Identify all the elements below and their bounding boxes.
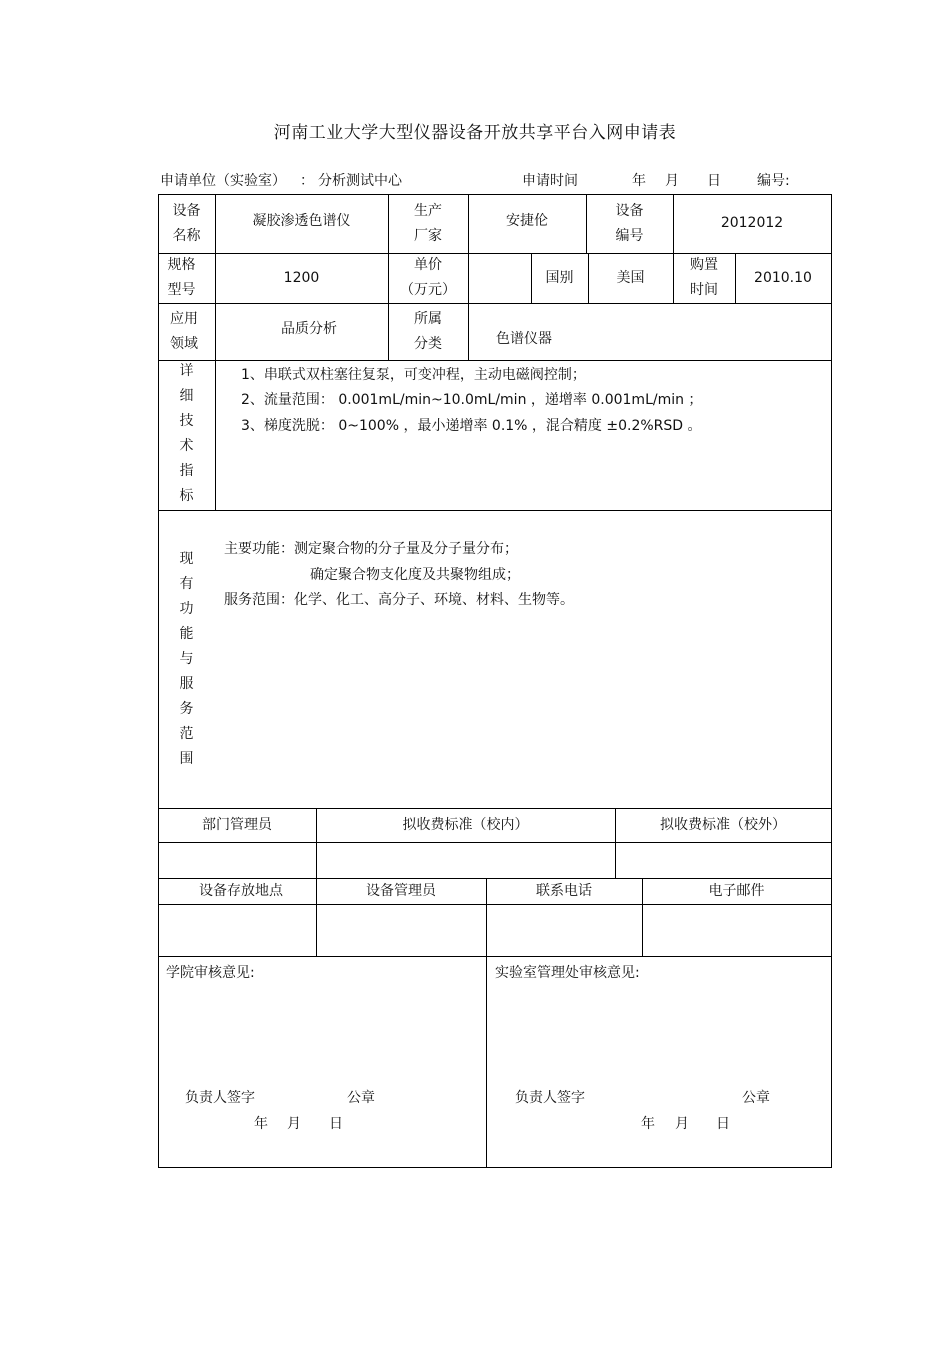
unit-value: 分析测试中心 <box>318 173 402 189</box>
unit-separator: ： <box>300 173 314 189</box>
function-line-1: 主要功能：测定聚合物的分子量及分子量分布； <box>224 541 518 557</box>
lab-signature-label: 负责人签字 <box>515 1090 585 1106</box>
page-title: 河南工业大学大型仪器设备开放共享平台入网申请表 <box>273 123 677 143</box>
purchase-time-value: 2010.10 <box>754 269 812 286</box>
manufacturer-value: 安捷伦 <box>506 212 548 229</box>
college-seal-label: 公章 <box>347 1090 375 1106</box>
device-name-value: 凝胶渗透色谱仪 <box>252 212 351 229</box>
device-number-label: 设备 编号 <box>615 202 644 244</box>
application-field-label: 应用 领域 <box>170 310 198 352</box>
unit-price-value <box>468 253 531 303</box>
country-value: 美国 <box>616 269 645 286</box>
spec-line-2: 2、流量范围： 0.001mL/min~10.0mL/min ，递增率 0.001mL/min ； <box>241 392 703 408</box>
number-label: 编号: <box>757 173 790 189</box>
college-month: 月 <box>287 1116 301 1132</box>
header-year: 年 <box>632 173 646 189</box>
application-field-value: 品质分析 <box>281 320 337 337</box>
equipment-manager-header: 设备管理员 <box>366 882 436 899</box>
internal-fee-header: 拟收费标准（校内） <box>402 816 529 833</box>
college-review-label: 学院审核意见: <box>166 965 255 981</box>
college-year: 年 <box>254 1116 268 1132</box>
device-name-label: 设备 名称 <box>172 202 201 244</box>
external-fee-header: 拟收费标准（校外） <box>660 816 786 833</box>
unit-price-label: 单价 （万元） <box>400 257 456 298</box>
lab-review-label: 实验室管理处审核意见: <box>495 965 640 981</box>
lab-year: 年 <box>641 1116 655 1132</box>
college-signature-label: 负责人签字 <box>185 1090 255 1106</box>
college-day: 日 <box>329 1116 343 1132</box>
lab-seal-label: 公章 <box>742 1090 770 1106</box>
lab-day: 日 <box>716 1116 730 1132</box>
manufacturer-label: 生产 厂家 <box>414 202 442 244</box>
device-number-value: 2012012 <box>720 215 784 231</box>
category-value: 色谱仪器 <box>496 331 552 347</box>
lab-month: 月 <box>675 1116 689 1132</box>
header-day: 日 <box>707 173 721 189</box>
category-label: 所属 分类 <box>414 310 442 352</box>
apply-time-label: 申请时间 <box>522 173 578 189</box>
phone-header: 联系电话 <box>536 882 592 899</box>
header-month: 月 <box>665 173 679 189</box>
country-label: 国别 <box>545 269 574 286</box>
email-header: 电子邮件 <box>708 882 765 899</box>
location-header: 设备存放地点 <box>199 882 283 899</box>
service-scope-line: 服务范围：化学、化工、高分子、环境、材料、生物等。 <box>224 592 574 608</box>
spec-line-1: 1、串联式双柱塞往复泵，可变冲程，主动电磁阀控制； <box>241 367 586 383</box>
dept-admin-header: 部门管理员 <box>202 816 272 833</box>
spec-line-3: 3、梯度洗脱： 0~100% ，最小递增率 0.1% ，混合精度 ±0.2%RSD 。 <box>241 418 702 434</box>
functions-label: 现 有 功 能 与 服 务 范 围 <box>179 551 194 767</box>
unit-label: 申请单位（实验室） <box>160 173 286 189</box>
model-value: 1200 <box>283 269 320 286</box>
function-line-2: 确定聚合物支化度及共聚物组成； <box>310 567 520 583</box>
model-label: 规格 型号 <box>167 257 196 298</box>
purchase-time-label: 购置 时间 <box>690 257 718 298</box>
specs-label: 详 细 技 术 指 标 <box>179 363 194 504</box>
